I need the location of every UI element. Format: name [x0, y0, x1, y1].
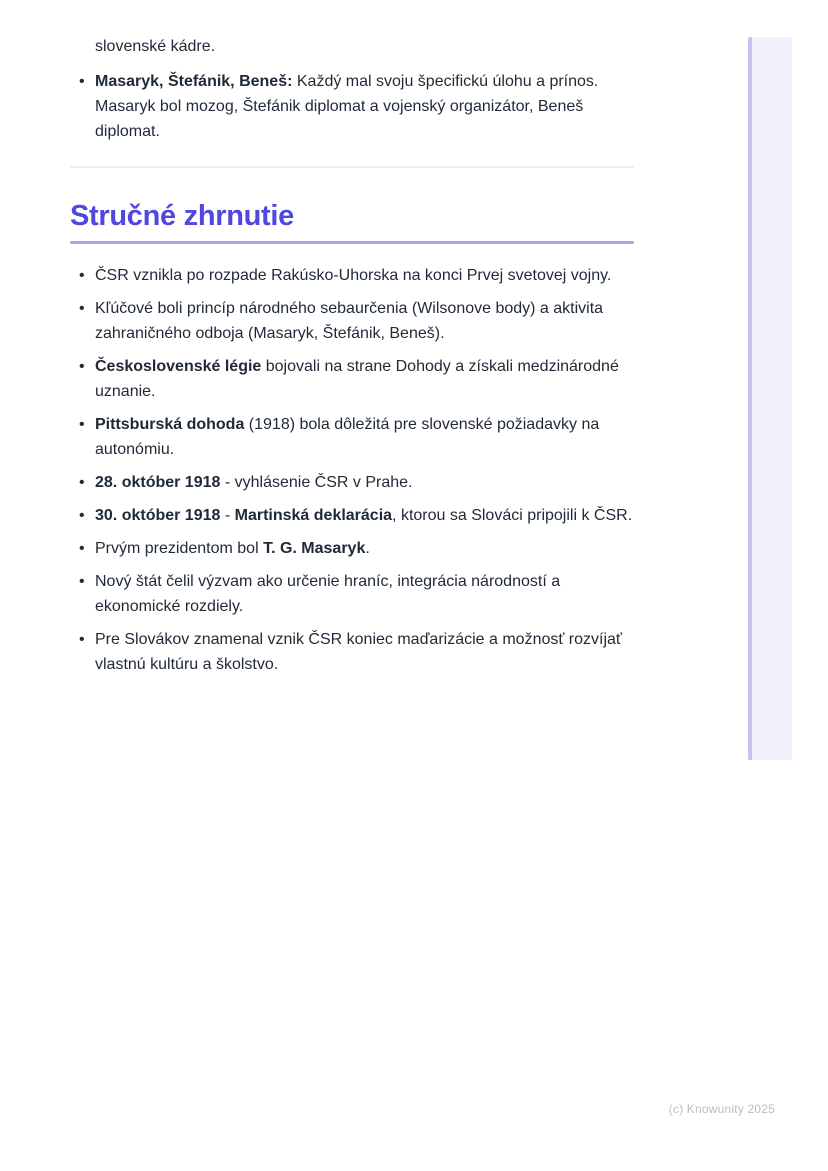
footer-credit: (c) Knowunity 2025 — [668, 1102, 775, 1116]
heading-underline — [70, 241, 634, 244]
list-item: • Pre Slovákov znamenal vznik ČSR koniec maďarizácie a možnosť rozvíjať vlastnú kultúru a školstvo. — [70, 627, 634, 677]
list-item: • Kľúčové boli princíp národného sebaurčenia (Wilsonove body) a aktivita zahraničného odboja (Masaryk, Štefánik, Beneš). — [70, 296, 634, 346]
list-item: • Nový štát čelil výzvam ako určenie hraníc, integrácia národností a ekonomické rozdiely. — [70, 569, 634, 619]
section-heading: Stručné zhrnutie — [70, 200, 294, 232]
list-item: • ČSR vznikla po rozpade Rakúsko-Uhorska na konci Prvej svetovej vojny. — [70, 263, 634, 288]
list-item: • Prvým prezidentom bol T. G. Masaryk. — [70, 536, 634, 561]
continuation-text: slovenské kádre. — [95, 38, 216, 55]
list-item: • Masaryk, Štefánik, Beneš: Každý mal svoju špecifickú úlohu a prínos. Masaryk bol mozog, Štefánik diplomat a vojenský organizátor, Beneš diplomat. — [70, 69, 634, 144]
top-bullet-list — [70, 69, 634, 144]
section-divider — [70, 166, 634, 168]
summary-bullet-list — [70, 263, 634, 677]
scrollbar[interactable] — [748, 37, 792, 760]
list-item: • Československé légie bojovali na strane Dohody a získali medzinárodné uznanie. — [70, 354, 634, 404]
list-item: • 28. október 1918 - vyhlásenie ČSR v Prahe. — [70, 470, 634, 495]
list-item: • 30. október 1918 - Martinská deklarácia, ktorou sa Slováci pripojili k ČSR. — [70, 503, 634, 528]
list-item: • Pittsburská dohoda (1918) bola dôležitá pre slovenské požiadavky na autonómiu. — [70, 412, 634, 462]
document-content — [70, 34, 634, 685]
